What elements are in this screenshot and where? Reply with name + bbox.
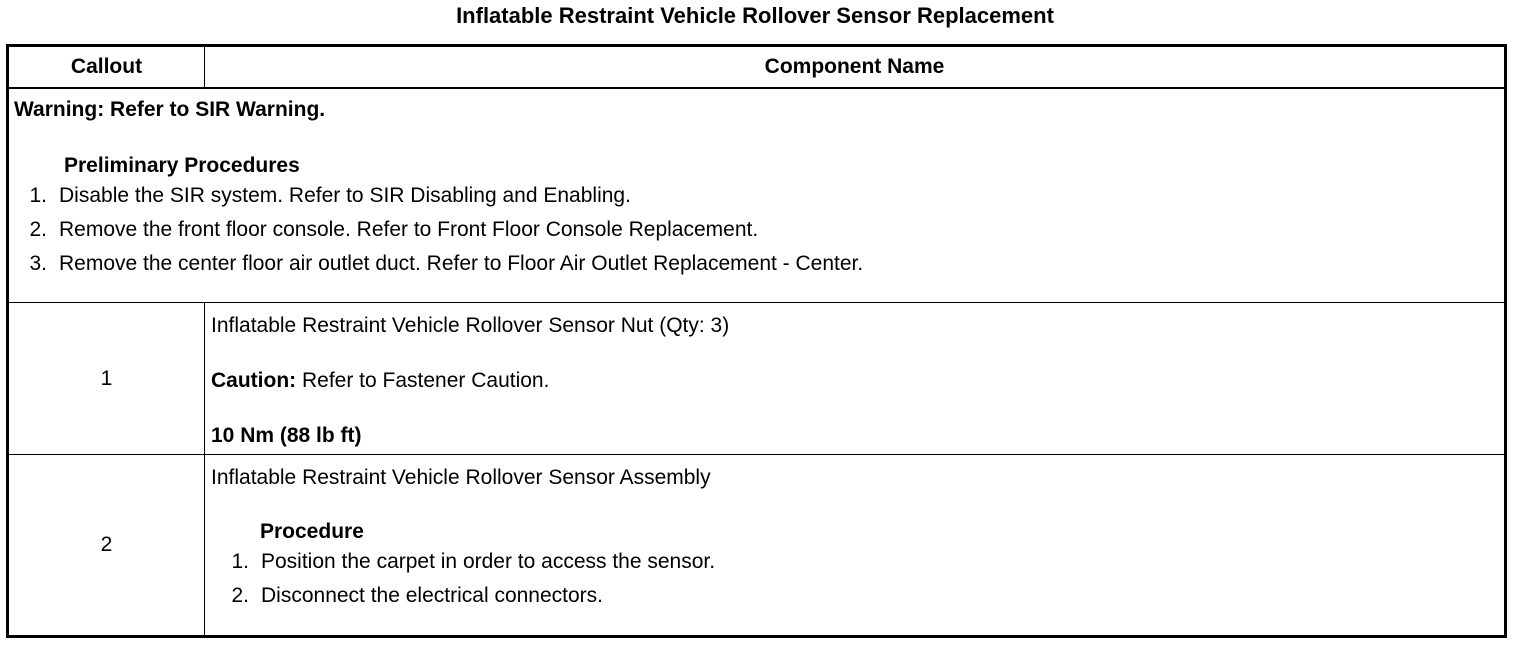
caution-note bbox=[211, 368, 1504, 394]
list-item bbox=[211, 545, 1504, 579]
preliminary-cell bbox=[8, 88, 1506, 303]
procedure-heading: Procedure bbox=[260, 520, 364, 543]
step-text: Disable the SIR system. Refer to SIR Disabling and Enabling. bbox=[59, 184, 631, 207]
component-name: Inflatable Restraint Vehicle Rollover Sensor Assembly bbox=[211, 466, 711, 489]
step-number: 1. bbox=[29, 184, 47, 207]
table-row bbox=[8, 455, 1506, 637]
table-header-row bbox=[8, 46, 1506, 89]
step-number: 3. bbox=[29, 252, 47, 275]
preliminary-row bbox=[8, 88, 1506, 303]
list-item bbox=[9, 179, 1504, 213]
preliminary-steps-list bbox=[9, 179, 1504, 281]
step-number: 1. bbox=[231, 550, 249, 573]
component-cell bbox=[205, 303, 1506, 455]
callout-number: 2 bbox=[8, 455, 205, 637]
component-table bbox=[6, 44, 1507, 638]
component-cell bbox=[205, 455, 1506, 637]
step-text: Remove the front floor console. Refer to Front Floor Console Replacement. bbox=[59, 218, 759, 241]
step-text: Position the carpet in order to access the sensor. bbox=[261, 550, 716, 573]
step-number: 2. bbox=[29, 218, 47, 241]
column-header-callout: Callout bbox=[8, 46, 205, 89]
torque-spec: 10 Nm (88 lb ft) bbox=[211, 424, 362, 447]
page-title: Inflatable Restraint Vehicle Rollover Sensor Replacement bbox=[456, 3, 1054, 28]
component-name: Inflatable Restraint Vehicle Rollover Sensor Nut (Qty: 3) bbox=[211, 314, 730, 337]
caution-label: Caution: bbox=[211, 369, 297, 392]
procedure-steps-list bbox=[211, 545, 1504, 613]
callout-number: 1 bbox=[8, 303, 205, 455]
step-number: 2. bbox=[231, 584, 249, 607]
list-item bbox=[9, 213, 1504, 247]
list-item bbox=[211, 579, 1504, 613]
step-text: Remove the center floor air outlet duct. Refer to Floor Air Outlet Replacement - Center. bbox=[59, 252, 864, 275]
table-row bbox=[8, 303, 1506, 455]
column-header-component-name: Component Name bbox=[205, 46, 1506, 89]
sir-warning: Warning: Refer to SIR Warning. bbox=[14, 98, 326, 121]
step-text: Disconnect the electrical connectors. bbox=[261, 584, 603, 607]
list-item bbox=[9, 247, 1504, 281]
caution-text: Refer to Fastener Caution. bbox=[296, 369, 550, 392]
preliminary-procedures-heading: Preliminary Procedures bbox=[64, 154, 300, 177]
